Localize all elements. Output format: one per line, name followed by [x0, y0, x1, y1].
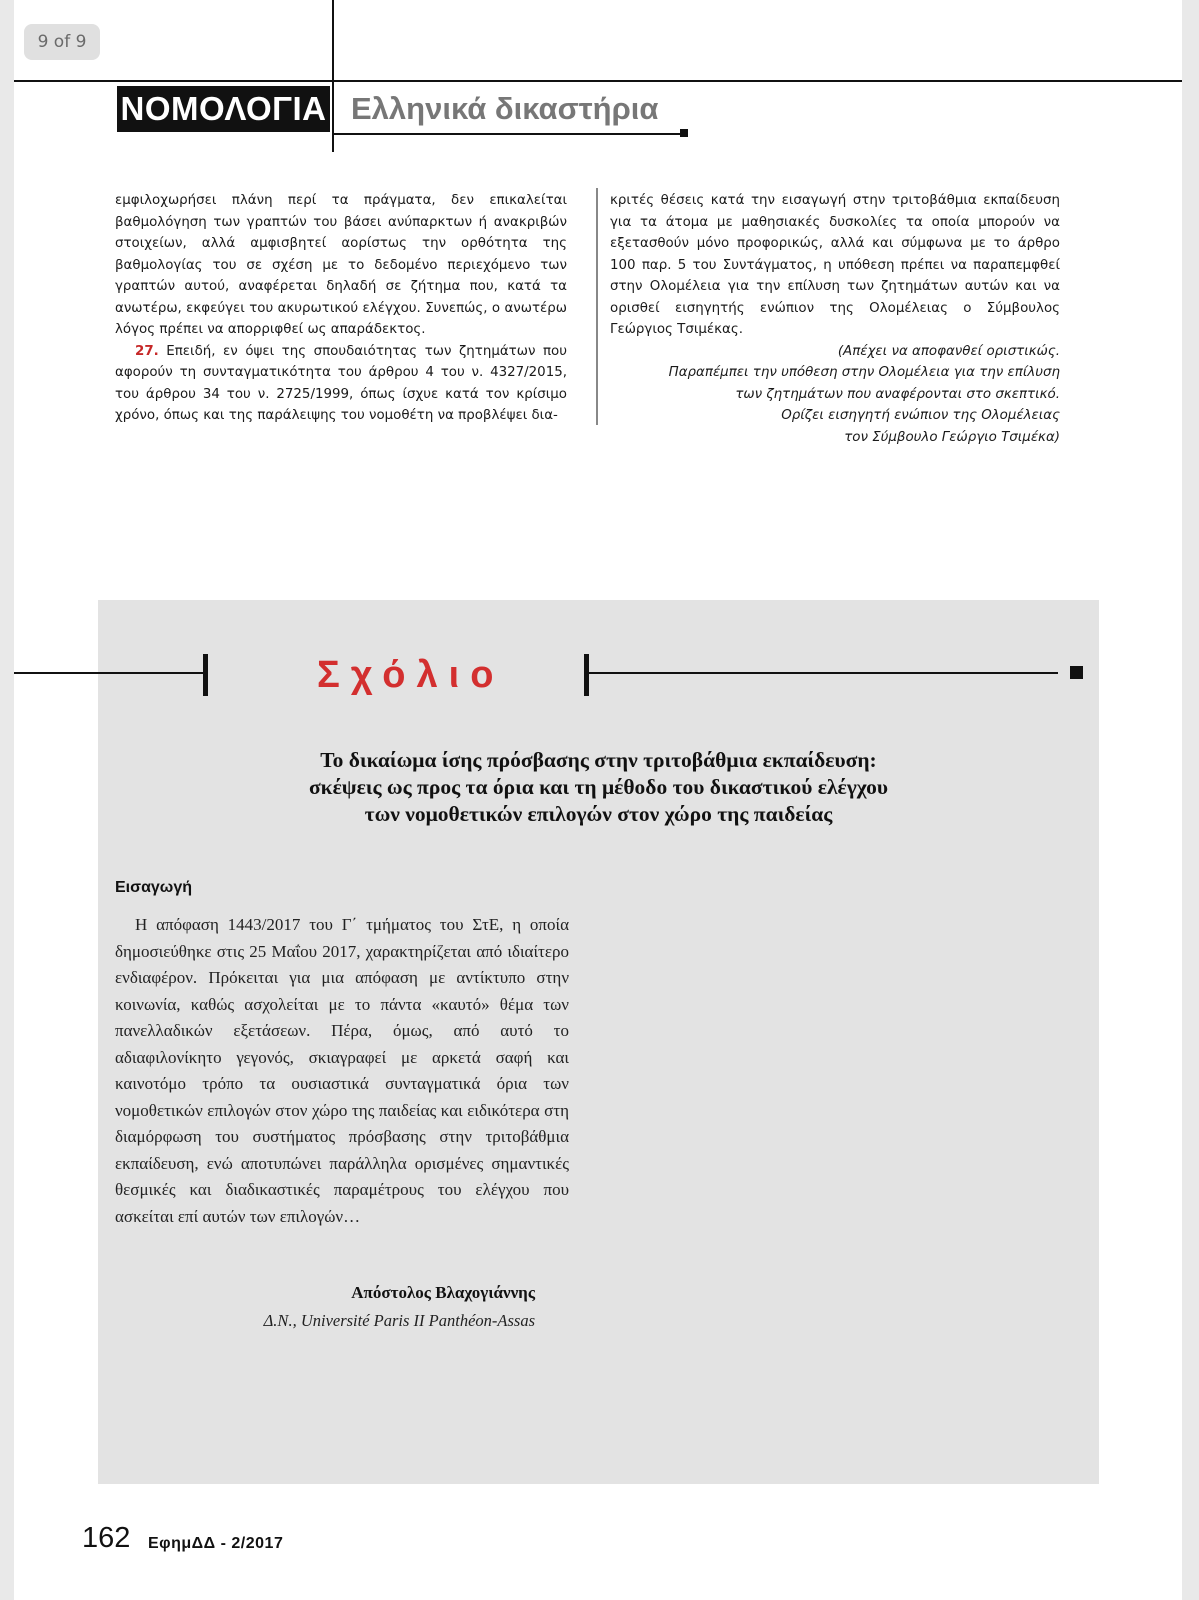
comment-right-rule [588, 672, 1058, 674]
header-top-rule [14, 80, 1182, 82]
intro-heading: Εισαγωγή [115, 879, 192, 896]
journal-issue: ΕφημΔΔ - 2/2017 [148, 1535, 284, 1552]
left-paragraph-2-text: Επειδή, εν όψει της σπουδαιότητας των ζητημάτων που αφορούν τη συνταγματικότητα του άρθρου 4 του ν. 4327/2015, του άρθρου 34 του ν. 2725/1999, όπως ίσχυε κατά τον κρίσιμο χρόνο, όπως και της παράλειψης του νομοθέτη να προβλέψει δια- [115, 343, 567, 423]
section-subtitle: Ελληνικά δικαστήρια [351, 91, 659, 126]
comment-label: Σχόλιο [317, 654, 505, 696]
article-title-line: των νομοθετικών επιλογών στον χώρο της παιδείας [364, 802, 833, 826]
ruling-line: Ορίζει εισηγητή ενώπιον της Ολομέλειας [781, 408, 1060, 423]
article-title [98, 747, 1099, 828]
header-vertical-rule [332, 0, 334, 152]
intro-paragraph: Η απόφαση 1443/2017 του Γ΄ τμήματος του ΣτΕ, η οποία δημοσιεύθηκε στις 25 Μαΐου 2017, χαρακτηρίζεται από ιδιαίτερο ενδιαφέρον. Πρόκειται για μια απόφαση με αντίκτυπο στην κοινωνία, καθώς ασχολείται με το πάντα «καυτό» θέμα των πανελλαδικών εξετάσεων. Πέρα, όμως, από αυτό το αδιαφιλονίκητο γεγονός, σκιαγραφεί με αρκετά σαφή και καινοτόμο τρόπο τα ουσιαστικά συνταγματικά όρια των νομοθετικών επιλογών στον χώρο της παιδείας και ειδικότερα στη διαμόρφωση του συστήματος πρόσβασης στην τριτοβάθμια εκπαίδευση, ενώ αποτυπώνει παράλληλα ορισμένες σημαντικές θεσμικές και διαδικαστικές παραμέτρους του ελέγχου που ασκείται επί αυτών των επιλογών… [115, 915, 569, 1226]
column-divider [596, 188, 598, 425]
header-rule-end-square [680, 129, 688, 137]
ruling-line: των ζητημάτων που αναφέρονται στο σκεπτικό. [735, 386, 1060, 402]
page-number: 162 [82, 1522, 131, 1554]
left-paragraph-1: εμφιλοχωρήσει πλάνη περί τα πράγματα, δεν επικαλείται βαθμολόγηση των γραπτών του βάσει ανύπαρκτων ή ανακριβών στοιχείων, αλλά αμφισβητεί αορίστως την ορθότητα της βαθμολογίας του σε σχέση με το δεδομένο περιεχόμενο των γραπτών αυτού, αναφέρεται δηλαδή σε ζήτημα που, κατά τα ανωτέρω, εκφεύγει του ακυρωτικού ελέγχου. Συνεπώς, ο ανωτέρω λόγος πρέπει να απορριφθεί ως απαράδεκτος. [115, 193, 567, 337]
page-indicator: 9 of 9 [24, 24, 100, 60]
comment-left-rule [14, 672, 204, 674]
document-page [14, 0, 1182, 1600]
comment-right-bar [584, 654, 589, 696]
section-title: ΝΟΜΟΛΟΓΙΑ [117, 86, 330, 132]
intro-body [115, 912, 569, 1230]
article-title-line: Το δικαίωμα ίσης πρόσβασης στην τριτοβάθμια εκπαίδευση: [320, 748, 877, 772]
header-bottom-rule [332, 133, 686, 135]
ruling-line: (Απέχει να αποφανθεί οριστικώς. [837, 343, 1060, 359]
comment-rule-end-square [1070, 666, 1083, 679]
paragraph-number: 27. [135, 343, 159, 359]
comment-left-bar [203, 654, 208, 696]
article-title-line: σκέψεις ως προς τα όρια και τη μέθοδο του δικαστικού ελέγχου [308, 775, 889, 799]
right-column [610, 190, 1060, 448]
right-paragraph-1: κριτές θέσεις κατά την εισαγωγή στην τριτοβάθμια εκπαίδευση για τα άτομα με μαθησιακές δυσκολίες τα οποία μπορούν να εξετασθούν μόνο προφορικώς, αλλά και σύμφωνα με το άρθρο 100 παρ. 5 του Συντάγματος, η υπόθεση πρέπει να παραπεμφθεί στην Ολομέλεια για την επίλυση των ζητημάτων αυτών και να ορισθεί εισηγητής ενώπιον της Ολομέλειας ο Σύμβουλος Γεώργιος Τσιμέκας. [610, 193, 1060, 337]
ruling-line: τον Σύμβουλο Γεώργιο Τσιμέκα) [844, 429, 1060, 445]
left-paragraph-2 [115, 341, 567, 427]
left-column [115, 190, 567, 427]
author-name: Απόστολος Βλαχογιάννης [351, 1283, 535, 1302]
ruling-line: Παραπέμπει την υπόθεση στην Ολομέλεια για την επίλυση [668, 365, 1060, 380]
author-affiliation: Δ.Ν., Université Paris II Panthéon-Assas [263, 1311, 535, 1330]
